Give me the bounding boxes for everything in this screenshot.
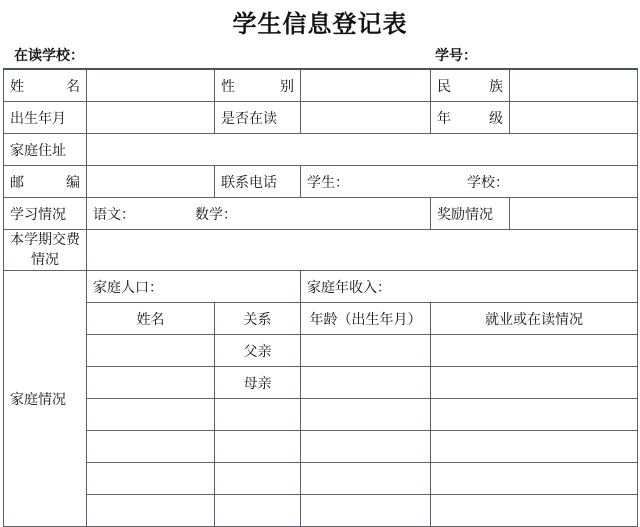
member-status-field[interactable] <box>431 335 638 367</box>
chinese-label: 语文： <box>93 206 135 223</box>
member-relation: 母亲 <box>215 367 301 399</box>
birth-field[interactable] <box>87 102 215 134</box>
family-member-row <box>4 495 638 527</box>
member-age-field[interactable] <box>301 399 431 431</box>
name-label: 姓 名 <box>4 69 87 102</box>
enrolled-field[interactable] <box>301 102 431 134</box>
family-population-label: 家庭人口： <box>93 279 163 296</box>
enrolled-label: 是否在读 <box>215 102 301 134</box>
member-relation-field[interactable] <box>215 431 301 463</box>
form-title: 学生信息登记表 <box>232 10 408 38</box>
family-label: 家庭情况 <box>4 271 87 527</box>
family-member-row <box>4 431 638 463</box>
row-basic-2 <box>4 102 638 134</box>
row-address <box>4 134 638 166</box>
birth-label: 出生年月 <box>4 102 87 134</box>
row-study <box>4 198 638 230</box>
fees-field[interactable] <box>87 230 638 271</box>
family-member-row <box>4 463 638 495</box>
member-age-field[interactable] <box>301 335 431 367</box>
address-label: 家庭住址 <box>4 134 87 166</box>
grade-label: 年 级 <box>431 102 510 134</box>
member-status-field[interactable] <box>431 367 638 399</box>
family-col-name: 姓名 <box>87 303 215 335</box>
phone-field[interactable] <box>301 166 638 198</box>
member-name-field[interactable] <box>87 495 215 527</box>
student-id-label: 学号： <box>435 48 477 64</box>
row-contact <box>4 166 638 198</box>
family-population-field[interactable] <box>87 271 301 303</box>
row-family-summary <box>4 271 638 303</box>
fees-label: 本学期交费情况 <box>4 230 87 271</box>
grade-field[interactable] <box>510 102 638 134</box>
member-age-field[interactable] <box>301 367 431 399</box>
study-field[interactable] <box>87 198 431 230</box>
family-income-label: 家庭年收入： <box>307 279 391 296</box>
member-name-field[interactable] <box>87 335 215 367</box>
member-age-field[interactable] <box>301 495 431 527</box>
name-field[interactable] <box>87 69 215 102</box>
math-label: 数学： <box>195 206 237 223</box>
study-label: 学习情况 <box>4 198 87 230</box>
member-status-field[interactable] <box>431 399 638 431</box>
family-col-age: 年龄（出生年月） <box>301 303 431 335</box>
member-relation-field[interactable] <box>215 463 301 495</box>
postcode-field[interactable] <box>87 166 215 198</box>
family-col-relation: 关系 <box>215 303 301 335</box>
phone-label: 联系电话 <box>215 166 301 198</box>
family-header-row <box>4 303 638 335</box>
registration-table <box>3 68 638 527</box>
gender-label: 性 别 <box>215 69 301 102</box>
member-age-field[interactable] <box>301 463 431 495</box>
gender-field[interactable] <box>301 69 431 102</box>
member-relation: 父亲 <box>215 335 301 367</box>
member-name-field[interactable] <box>87 463 215 495</box>
school-label: 在读学校： <box>14 48 84 64</box>
row-fees <box>4 230 638 271</box>
family-income-field[interactable] <box>301 271 638 303</box>
ethnicity-label: 民 族 <box>431 69 510 102</box>
row-basic-1 <box>4 69 638 102</box>
family-col-status: 就业或在读情况 <box>431 303 638 335</box>
member-status-field[interactable] <box>431 463 638 495</box>
member-relation-field[interactable] <box>215 399 301 431</box>
member-relation-field[interactable] <box>215 495 301 527</box>
phone-school-label: 学校： <box>467 174 509 191</box>
awards-label: 奖励情况 <box>431 198 510 230</box>
member-status-field[interactable] <box>431 431 638 463</box>
member-name-field[interactable] <box>87 399 215 431</box>
postcode-label: 邮 编 <box>4 166 87 198</box>
member-name-field[interactable] <box>87 431 215 463</box>
member-status-field[interactable] <box>431 495 638 527</box>
ethnicity-field[interactable] <box>510 69 638 102</box>
family-member-row <box>4 399 638 431</box>
address-field[interactable] <box>87 134 638 166</box>
member-age-field[interactable] <box>301 431 431 463</box>
member-name-field[interactable] <box>87 367 215 399</box>
awards-field[interactable] <box>510 198 638 230</box>
family-member-row <box>4 367 638 399</box>
family-member-row <box>4 335 638 367</box>
phone-student-label: 学生： <box>307 174 349 191</box>
